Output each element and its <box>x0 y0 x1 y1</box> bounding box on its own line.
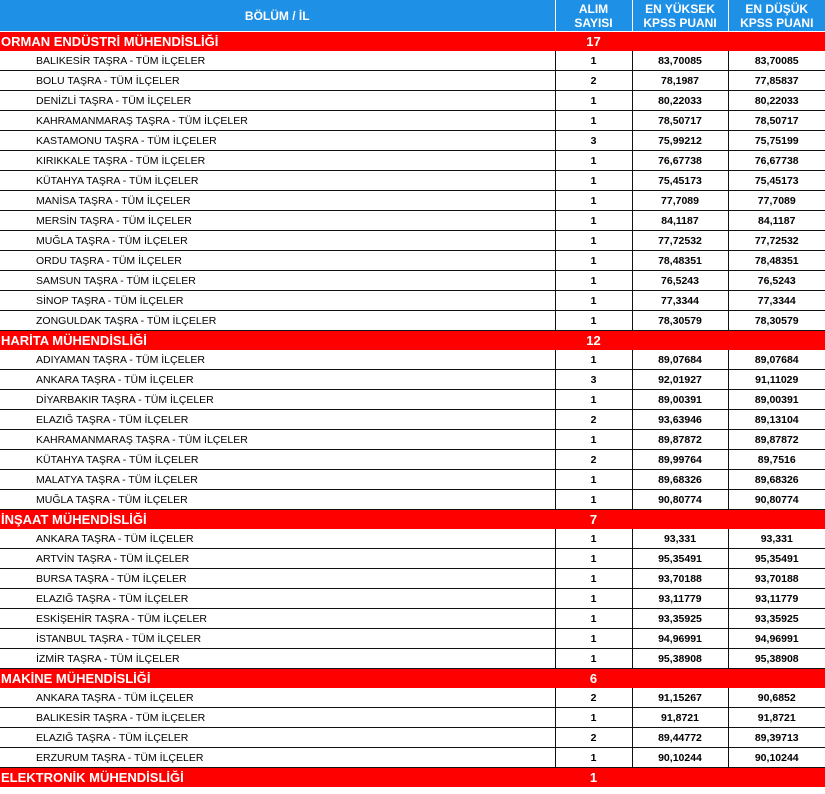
province-name: KÜTAHYA TAŞRA - TÜM İLÇELER <box>0 450 555 470</box>
table-row <box>0 91 825 111</box>
quota-count: 1 <box>555 470 632 490</box>
lowest-score: 84,1187 <box>728 211 825 231</box>
quota-count: 1 <box>555 91 632 111</box>
group-total-quota: 1 <box>555 768 632 788</box>
province-name: KAHRAMANMARAŞ TAŞRA - TÜM İLÇELER <box>0 430 555 450</box>
group-header-row <box>0 768 825 788</box>
highest-score: 94,96991 <box>632 629 728 649</box>
quota-count: 1 <box>555 291 632 311</box>
province-name: ELAZIĞ TAŞRA - TÜM İLÇELER <box>0 728 555 748</box>
header-lowest-score <box>728 0 825 32</box>
province-name: ERZURUM TAŞRA - TÜM İLÇELER <box>0 748 555 768</box>
lowest-score: 89,87872 <box>728 430 825 450</box>
table-row <box>0 629 825 649</box>
quota-count: 1 <box>555 708 632 728</box>
province-name: ORDU TAŞRA - TÜM İLÇELER <box>0 251 555 271</box>
lowest-score: 89,07684 <box>728 350 825 370</box>
lowest-score: 91,8721 <box>728 708 825 728</box>
table-row <box>0 569 825 589</box>
province-name: İZMİR TAŞRA - TÜM İLÇELER <box>0 649 555 669</box>
quota-count: 1 <box>555 569 632 589</box>
group-total-quota: 12 <box>555 331 632 351</box>
highest-score: 76,5243 <box>632 271 728 291</box>
group-empty-cell <box>728 331 825 351</box>
lowest-score: 90,80774 <box>728 490 825 510</box>
quota-count: 2 <box>555 71 632 91</box>
header-quota-line2: SAYISI <box>574 15 613 30</box>
lowest-score: 76,5243 <box>728 271 825 291</box>
lowest-score: 89,7516 <box>728 450 825 470</box>
table-row <box>0 231 825 251</box>
group-empty-cell <box>632 32 728 52</box>
lowest-score: 93,70188 <box>728 569 825 589</box>
quota-count: 2 <box>555 450 632 470</box>
highest-score: 95,35491 <box>632 549 728 569</box>
province-name: DENİZLİ TAŞRA - TÜM İLÇELER <box>0 91 555 111</box>
highest-score: 93,70188 <box>632 569 728 589</box>
highest-score: 91,8721 <box>632 708 728 728</box>
group-title: HARİTA MÜHENDİSLİĞİ <box>0 331 555 351</box>
group-title: ORMAN ENDÜSTRİ MÜHENDİSLİĞİ <box>0 32 555 52</box>
quota-count: 1 <box>555 211 632 231</box>
province-name: ANKARA TAŞRA - TÜM İLÇELER <box>0 529 555 549</box>
table-row <box>0 609 825 629</box>
lowest-score: 89,13104 <box>728 410 825 430</box>
table-row <box>0 350 825 370</box>
header-department-province: BÖLÜM / İL <box>0 0 555 32</box>
lowest-score: 78,48351 <box>728 251 825 271</box>
highest-score: 84,1187 <box>632 211 728 231</box>
province-name: BALIKESİR TAŞRA - TÜM İLÇELER <box>0 708 555 728</box>
table-body <box>0 32 825 788</box>
quota-count: 1 <box>555 271 632 291</box>
header-lowest-line2: KPSS PUANI <box>740 15 814 30</box>
lowest-score: 76,67738 <box>728 151 825 171</box>
group-total-quota: 17 <box>555 32 632 52</box>
quota-count: 2 <box>555 728 632 748</box>
lowest-score: 75,45173 <box>728 171 825 191</box>
table-row <box>0 151 825 171</box>
quota-count: 1 <box>555 350 632 370</box>
quota-count: 1 <box>555 529 632 549</box>
quota-count: 3 <box>555 131 632 151</box>
table-row <box>0 410 825 430</box>
header-highest-score <box>632 0 728 32</box>
lowest-score: 83,70085 <box>728 51 825 71</box>
table-row <box>0 708 825 728</box>
header-lowest-line1: EN DÜŞÜK <box>745 1 809 16</box>
highest-score: 77,7089 <box>632 191 728 211</box>
quota-count: 1 <box>555 649 632 669</box>
group-total-quota: 7 <box>555 510 632 530</box>
lowest-score: 77,85837 <box>728 71 825 91</box>
lowest-score: 78,50717 <box>728 111 825 131</box>
group-empty-cell <box>632 510 728 530</box>
table-row <box>0 370 825 390</box>
table-row <box>0 688 825 708</box>
group-header-row <box>0 510 825 530</box>
header-highest-line1: EN YÜKSEK <box>645 1 715 16</box>
group-empty-cell <box>728 32 825 52</box>
province-name: ANKARA TAŞRA - TÜM İLÇELER <box>0 688 555 708</box>
highest-score: 77,72532 <box>632 231 728 251</box>
table-row <box>0 111 825 131</box>
highest-score: 93,11779 <box>632 589 728 609</box>
province-name: ESKİŞEHİR TAŞRA - TÜM İLÇELER <box>0 609 555 629</box>
highest-score: 90,80774 <box>632 490 728 510</box>
highest-score: 89,87872 <box>632 430 728 450</box>
lowest-score: 93,11779 <box>728 589 825 609</box>
quota-count: 1 <box>555 151 632 171</box>
highest-score: 83,70085 <box>632 51 728 71</box>
province-name: ELAZIĞ TAŞRA - TÜM İLÇELER <box>0 589 555 609</box>
province-name: ARTVİN TAŞRA - TÜM İLÇELER <box>0 549 555 569</box>
table-row <box>0 51 825 71</box>
table-row <box>0 728 825 748</box>
table-row <box>0 649 825 669</box>
highest-score: 75,45173 <box>632 171 728 191</box>
table-row <box>0 131 825 151</box>
table-row <box>0 470 825 490</box>
table-row <box>0 211 825 231</box>
table-row <box>0 271 825 291</box>
quota-count: 3 <box>555 370 632 390</box>
quota-count: 1 <box>555 171 632 191</box>
province-name: ZONGULDAK TAŞRA - TÜM İLÇELER <box>0 311 555 331</box>
province-name: SİNOP TAŞRA - TÜM İLÇELER <box>0 291 555 311</box>
lowest-score: 89,00391 <box>728 390 825 410</box>
table-row <box>0 529 825 549</box>
lowest-score: 93,331 <box>728 529 825 549</box>
highest-score: 91,15267 <box>632 688 728 708</box>
lowest-score: 75,75199 <box>728 131 825 151</box>
lowest-score: 89,39713 <box>728 728 825 748</box>
province-name: MUĞLA TAŞRA - TÜM İLÇELER <box>0 490 555 510</box>
group-empty-cell <box>728 510 825 530</box>
table-header <box>0 0 825 32</box>
province-name: MALATYA TAŞRA - TÜM İLÇELER <box>0 470 555 490</box>
group-header-row <box>0 669 825 689</box>
lowest-score: 77,72532 <box>728 231 825 251</box>
highest-score: 78,30579 <box>632 311 728 331</box>
highest-score: 89,44772 <box>632 728 728 748</box>
group-empty-cell <box>728 768 825 788</box>
province-name: MERSİN TAŞRA - TÜM İLÇELER <box>0 211 555 231</box>
quota-count: 1 <box>555 311 632 331</box>
lowest-score: 90,6852 <box>728 688 825 708</box>
lowest-score: 93,35925 <box>728 609 825 629</box>
highest-score: 76,67738 <box>632 151 728 171</box>
table-row <box>0 549 825 569</box>
group-title: İNŞAAT MÜHENDİSLİĞİ <box>0 510 555 530</box>
highest-score: 78,50717 <box>632 111 728 131</box>
province-name: KAHRAMANMARAŞ TAŞRA - TÜM İLÇELER <box>0 111 555 131</box>
quota-count: 1 <box>555 251 632 271</box>
table-row <box>0 390 825 410</box>
quota-count: 2 <box>555 688 632 708</box>
quota-count: 1 <box>555 549 632 569</box>
province-name: DİYARBAKIR TAŞRA - TÜM İLÇELER <box>0 390 555 410</box>
table-row <box>0 748 825 768</box>
quota-count: 1 <box>555 748 632 768</box>
table-row <box>0 490 825 510</box>
highest-score: 93,63946 <box>632 410 728 430</box>
group-header-row <box>0 331 825 351</box>
table-row <box>0 450 825 470</box>
highest-score: 80,22033 <box>632 91 728 111</box>
lowest-score: 91,11029 <box>728 370 825 390</box>
province-name: KÜTAHYA TAŞRA - TÜM İLÇELER <box>0 171 555 191</box>
table-row <box>0 291 825 311</box>
lowest-score: 95,38908 <box>728 649 825 669</box>
province-name: KASTAMONU TAŞRA - TÜM İLÇELER <box>0 131 555 151</box>
table-row <box>0 71 825 91</box>
highest-score: 95,38908 <box>632 649 728 669</box>
province-name: MUĞLA TAŞRA - TÜM İLÇELER <box>0 231 555 251</box>
header-quota <box>555 0 632 32</box>
province-name: İSTANBUL TAŞRA - TÜM İLÇELER <box>0 629 555 649</box>
province-name: BALIKESİR TAŞRA - TÜM İLÇELER <box>0 51 555 71</box>
quota-count: 1 <box>555 430 632 450</box>
province-name: MANİSA TAŞRA - TÜM İLÇELER <box>0 191 555 211</box>
group-empty-cell <box>728 669 825 689</box>
province-name: ANKARA TAŞRA - TÜM İLÇELER <box>0 370 555 390</box>
quota-count: 1 <box>555 629 632 649</box>
highest-score: 89,00391 <box>632 390 728 410</box>
highest-score: 89,68326 <box>632 470 728 490</box>
quota-count: 1 <box>555 51 632 71</box>
highest-score: 89,99764 <box>632 450 728 470</box>
province-name: KIRIKKALE TAŞRA - TÜM İLÇELER <box>0 151 555 171</box>
quota-count: 1 <box>555 490 632 510</box>
group-title: ELEKTRONİK MÜHENDİSLİĞİ <box>0 768 555 788</box>
quota-count: 1 <box>555 191 632 211</box>
group-empty-cell <box>632 669 728 689</box>
table-row <box>0 311 825 331</box>
lowest-score: 95,35491 <box>728 549 825 569</box>
highest-score: 93,331 <box>632 529 728 549</box>
table-row <box>0 191 825 211</box>
group-total-quota: 6 <box>555 669 632 689</box>
quota-count: 1 <box>555 231 632 251</box>
highest-score: 93,35925 <box>632 609 728 629</box>
table-row <box>0 251 825 271</box>
province-name: ELAZIĞ TAŞRA - TÜM İLÇELER <box>0 410 555 430</box>
quota-count: 1 <box>555 111 632 131</box>
quota-count: 2 <box>555 410 632 430</box>
group-header-row <box>0 32 825 52</box>
table-row <box>0 171 825 191</box>
group-title: MAKİNE MÜHENDİSLİĞİ <box>0 669 555 689</box>
province-name: ADIYAMAN TAŞRA - TÜM İLÇELER <box>0 350 555 370</box>
table-row <box>0 430 825 450</box>
province-name: BOLU TAŞRA - TÜM İLÇELER <box>0 71 555 91</box>
highest-score: 78,48351 <box>632 251 728 271</box>
quota-count: 1 <box>555 390 632 410</box>
highest-score: 78,1987 <box>632 71 728 91</box>
lowest-score: 80,22033 <box>728 91 825 111</box>
highest-score: 92,01927 <box>632 370 728 390</box>
province-name: BURSA TAŞRA - TÜM İLÇELER <box>0 569 555 589</box>
highest-score: 75,99212 <box>632 131 728 151</box>
lowest-score: 78,30579 <box>728 311 825 331</box>
lowest-score: 77,7089 <box>728 191 825 211</box>
quota-count: 1 <box>555 589 632 609</box>
lowest-score: 89,68326 <box>728 470 825 490</box>
lowest-score: 77,3344 <box>728 291 825 311</box>
lowest-score: 94,96991 <box>728 629 825 649</box>
province-name: SAMSUN TAŞRA - TÜM İLÇELER <box>0 271 555 291</box>
group-empty-cell <box>632 768 728 788</box>
header-highest-line2: KPSS PUANI <box>643 15 717 30</box>
lowest-score: 90,10244 <box>728 748 825 768</box>
quota-count: 1 <box>555 609 632 629</box>
highest-score: 89,07684 <box>632 350 728 370</box>
table-row <box>0 589 825 609</box>
highest-score: 77,3344 <box>632 291 728 311</box>
header-quota-line1: ALIM <box>578 1 609 16</box>
group-empty-cell <box>632 331 728 351</box>
highest-score: 90,10244 <box>632 748 728 768</box>
